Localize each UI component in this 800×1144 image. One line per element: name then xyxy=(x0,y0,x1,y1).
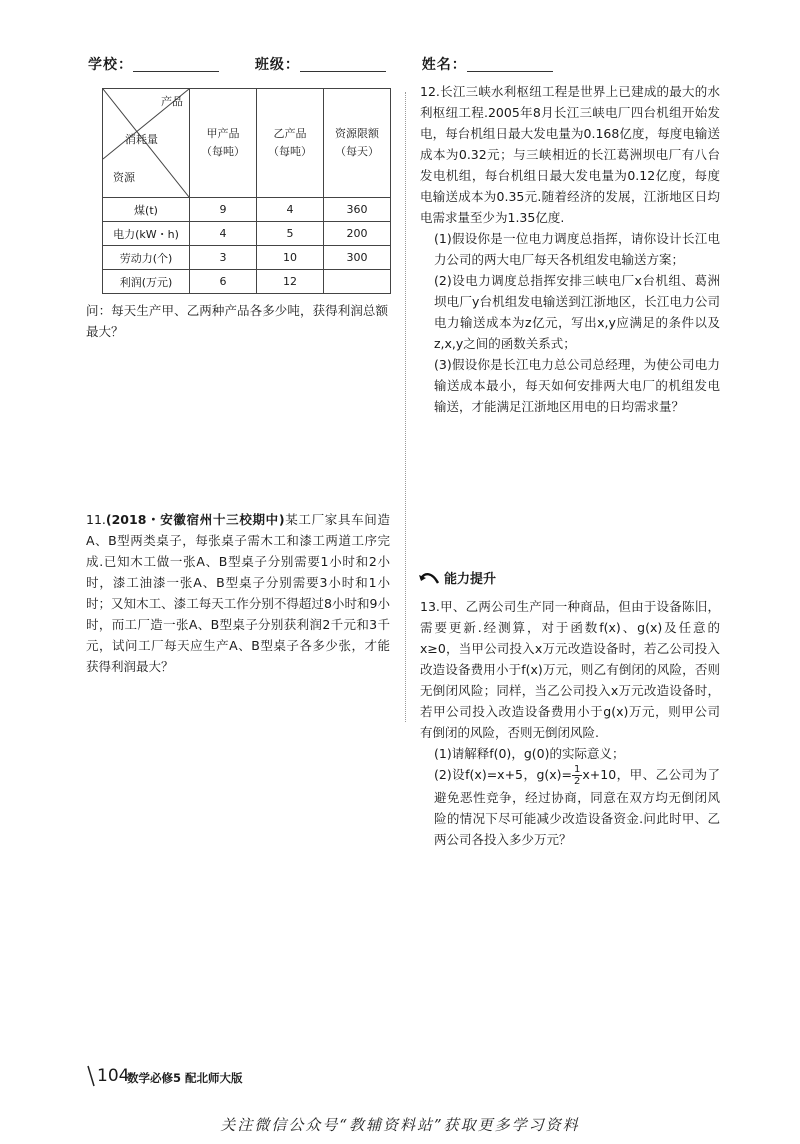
question-text: 某工厂家具车间造A、B型两类桌子，每张桌子需木工和漆工两道工序完成.已知木工做一张A、B型桌子分别需要1小时和2小时，漆工油漆一张A、B型桌子分别需要3小时和1小时；又知木工、漆工每天工作分别不得超过8小时和9小时，而工厂造一张A、B型桌子分别获利润2千元和3千元，试问工厂每天应生产A、B型桌子各多少张，才能获得利润最大？ xyxy=(86,512,390,674)
table-cell: 4 xyxy=(190,222,257,246)
question-source: (2018・安徽宿州十三校期中) xyxy=(105,512,285,527)
question-number: 11. xyxy=(86,512,106,527)
sub-question: (1)假设你是一位电力调度总指挥，请你设计长江电力公司的两大电厂每天各机组发电输送方案； xyxy=(434,231,720,267)
question-text: 甲、乙两公司生产同一种商品，但由于设备陈旧，需要更新.经测算，对于函数f(x)、g(x)及任意的x≥0，当甲公司投入x万元改造设备时，若乙公司投入改造设备费用小于f(x)万元，则乙有倒闭的风险，否则无倒闭风险；同样，当乙公司投入x万元改造设备时，若甲公司投入改造设备费用小于g(x)万元，则甲公司有倒闭的风险，否则无倒闭风险. xyxy=(420,599,720,740)
fraction: $\frac{1}{2}$ xyxy=(574,764,581,787)
section-title: 能力提升 xyxy=(444,572,497,587)
sub-question: (2)设f(x)=x+5，g(x)= $\frac{1}{2}$ x+10，甲、乙公司为了避免恶性竞争，经过协商，同意在双方均无倒闭风险的情况下尽可能减少改造设备资金.问此时甲、乙两公司各投入多少万元？ xyxy=(434,764,720,847)
column-header: 乙产品 （每吨） xyxy=(257,89,324,198)
table-cell: 9 xyxy=(190,198,257,222)
question-stem xyxy=(420,81,720,228)
resource-table xyxy=(102,88,391,294)
question-number: 13. xyxy=(420,599,440,614)
table-cell: 200 xyxy=(324,222,391,246)
table-cell: 12 xyxy=(257,270,324,294)
table-cell: 10 xyxy=(257,246,324,270)
question-stem xyxy=(420,596,720,743)
question-13 xyxy=(420,596,720,850)
table-row xyxy=(103,246,391,270)
sub-question: (2)设电力调度总指挥安排三峡电厂x台机组、葛洲坝电厂y台机组发电输送到江浙地区，长江电力公司电力输送成本为z亿元，写出x,y应满足的条件以及z,x,y之间的函数关系式； xyxy=(434,273,720,351)
corner-consumption-label: 消耗量 xyxy=(125,133,158,146)
sub-question: (1)请解释f(0)，g(0)的实际意义； xyxy=(434,746,625,761)
table-row xyxy=(103,270,391,294)
table-row xyxy=(103,198,391,222)
table-header-row xyxy=(103,89,391,198)
book-title: 数学必修5 配北师大版 xyxy=(127,1071,243,1085)
name-blank xyxy=(467,57,553,72)
class-blank xyxy=(300,57,386,72)
corner-product-label: 产品 xyxy=(161,95,183,108)
section-heading xyxy=(418,568,496,587)
column-divider xyxy=(405,92,406,722)
table-cell: 4 xyxy=(257,198,324,222)
corner-resource-label: 资源 xyxy=(113,171,135,184)
school-blank xyxy=(133,57,219,72)
row-label: 利润(万元) xyxy=(103,270,190,294)
row-label: 劳动力(个) xyxy=(103,246,190,270)
curved-arrow-icon xyxy=(418,570,440,586)
table-corner-cell xyxy=(103,89,190,198)
question-11 xyxy=(86,509,390,677)
table-cell: 300 xyxy=(324,246,391,270)
school-label: 学校： xyxy=(88,57,133,73)
name-label: 姓名： xyxy=(421,57,467,73)
table-cell xyxy=(324,270,391,294)
column-header: 甲产品 （每吨） xyxy=(190,89,257,198)
question-number: 12. xyxy=(420,84,440,99)
column-header: 资源限额 （每天） xyxy=(324,89,391,198)
table-cell: 6 xyxy=(190,270,257,294)
class-label: 班级： xyxy=(254,57,300,73)
student-info-header xyxy=(88,54,553,74)
question-12 xyxy=(420,81,720,417)
table-cell: 5 xyxy=(257,222,324,246)
row-label: 电力(kW・h) xyxy=(103,222,190,246)
table-cell: 3 xyxy=(190,246,257,270)
table-cell: 360 xyxy=(324,198,391,222)
question-10-prompt: 问：每天生产甲、乙两种产品各多少吨，获得利润总额最大？ xyxy=(86,303,388,339)
row-label: 煤(t) xyxy=(103,198,190,222)
table-row xyxy=(103,222,391,246)
promo-watermark: 关注微信公众号“教辅资料站”获取更多学习资料 xyxy=(220,1116,580,1134)
question-text: 长江三峡水利枢纽工程是世界上已建成的最大的水利枢纽工程.2005年8月长江三峡电厂四台机组开始发电，每台机组日最大发电量为0.168亿度，每度电输送成本为0.32元；与三峡相近的长江葛洲坝电厂有八台发电机组，每台机组日最大发电量为0.12亿度，每度电输送成本为0.35元.随着经济的发展，江浙地区日均电需求量至少为1.35亿度. xyxy=(420,84,720,225)
sub-question: (3)假设你是长江电力总公司总经理，为使公司电力输送成本最小，每天如何安排两大电厂的机组发电输送，才能满足江浙地区用电的日均需求量？ xyxy=(434,357,720,414)
page-number: 104 xyxy=(97,1066,130,1086)
